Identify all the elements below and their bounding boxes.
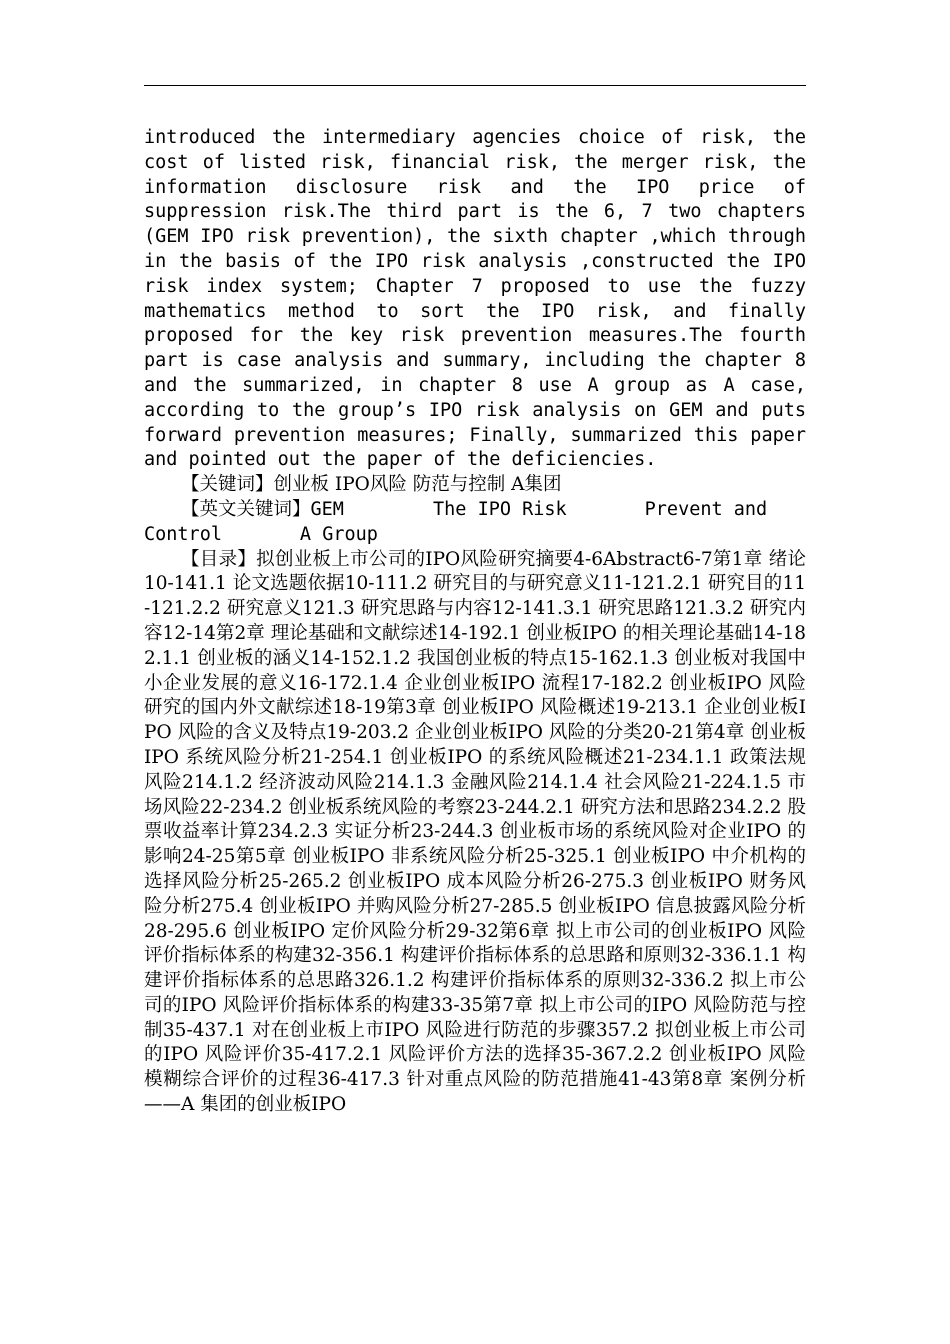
keywords-english-label: 【英文关键词】 bbox=[181, 498, 311, 520]
keywords-chinese bbox=[144, 473, 806, 498]
header-rule bbox=[144, 85, 806, 86]
keywords-chinese-text: 创业板 IPO风险 防范与控制 A集团 bbox=[273, 474, 562, 496]
toc-label: 【目录】 bbox=[181, 548, 257, 570]
keywords-english-text: GEM The IPO Risk Prevent and Control A Group bbox=[144, 498, 779, 545]
abstract-english-paragraph: introduced the intermediary agencies choice of risk, the cost of listed risk, financial risk, the merger risk, the information disclosure risk and the IPO price of suppression risk.The third part is the 6, 7 two chapters (GEM IPO risk prevention), the sixth chapter ,which through in the basis of the IPO risk analysis ,constructed the IPO risk index system; Chapter 7 proposed to use the fuzzy mathematics method to sort the IPO risk, and finally proposed for the key risk prevention measures.The fourth part is case analysis and summary, including the chapter 8 and the summarized, in chapter 8 use A group as A case, according to the group’s IPO risk analysis on GEM and puts forward prevention measures; Finally, summarized this paper and pointed out the paper of the deficiencies. bbox=[144, 127, 806, 471]
table-of-contents bbox=[144, 548, 806, 1118]
document-body bbox=[144, 126, 806, 1118]
keywords-english bbox=[144, 498, 806, 548]
toc-text: 拟创业板上市公司的IPO风险研究摘要4-6Abstract6-7第1章 绪论10-141.1 论文选题依据10-111.2 研究目的与研究意义11-121.2.1 研究目的11-121.2.2 研究意义121.3 研究思路与内容12-141.3.1 研究思路121.3.2 研究内容12-14第2章 理论基础和文献综述14-192.1 创业板IPO 的相关理论基础14-182.1.1 创业板的涵义14-152.1.2 我国创业板的特点15-162.1.3 创业板对我国中小企业发展的意义16-172.1.4 企业创业板IPO 流程17-182.2 创业板IPO 风险研究的国内外文献综述18-19第3章 创业板IPO 风险概述19-213.1 企业创业板IPO 风险的含义及特点19-203.2 企业创业板IPO 风险的分类20-21第4章 创业板IPO 系统风险分析21-254.1 创业板IPO 的系统风险概述21-234.1.1 政策法规风险214.1.2 经济波动风险214.1.3 金融风险214.1.4 社会风险21-224.1.5 市场风险22-234.2 创业板系统风险的考察23-244.2.1 研究方法和思路234.2.2 股票收益率计算234.2.3 实证分析23-244.3 创业板市场的系统风险对企业IPO 的影响24-25第5章 创业板IPO 非系统风险分析25-325.1 创业板IPO 中介机构的选择风险分析25-265.2 创业板IPO 成本风险分析26-275.3 创业板IPO 财务风险分析275.4 创业板IPO 并购风险分析27-285.5 创业板IPO 信息披露风险分析28-295.6 创业板IPO 定价风险分析29-32第6章 拟上市公司的创业板IPO 风险评价指标体系的构建32-356.1 构建评价指标体系的总思路和原则32-336.1.1 构建评价指标体系的总思路326.1.2 构建评价指标体系的原则32-336.2 拟上市公司的IPO 风险评价指标体系的构建33-35第7章 拟上市公司的IPO 风险防范与控制35-437.1 对在创业板上市IPO 风险进行防范的步骤357.2 拟创业板上市公司的IPO 风险评价35-417.2.1 风险评价方法的选择35-367.2.2 创业板IPO 风险模糊综合评价的过程36-417.3 针对重点风险的防范措施41-43第8章 案例分析——A 集团的创业板IPO bbox=[144, 548, 806, 1116]
keywords-chinese-label: 【关键词】 bbox=[181, 474, 274, 496]
